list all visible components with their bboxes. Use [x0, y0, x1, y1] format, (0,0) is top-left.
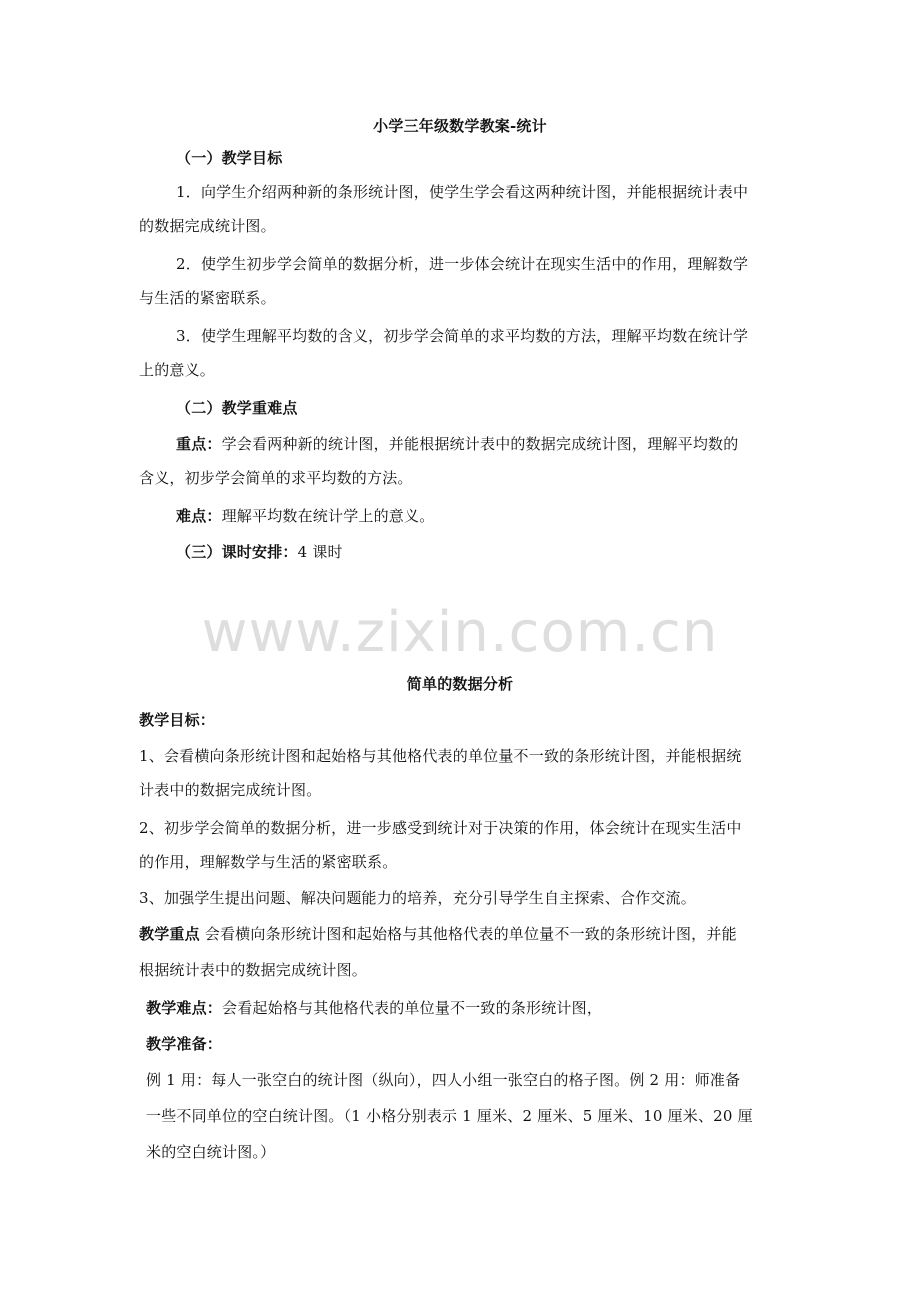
lesson-prep-line-2: 一些不同单位的空白统计图。（1 小格分别表示 1 厘米、2 厘米、5 厘米、10 厘米、20 厘	[146, 1107, 753, 1125]
lesson-prep-line-1: 例 1 用：每人一张空白的统计图（纵向），四人小组一张空白的格子图。例 2 用：师准备	[146, 1071, 741, 1089]
section-heading-key-points: （二）教学重难点	[176, 399, 298, 417]
lesson-goal-3: 3、加强学生提出问题、解决问题能力的培养，充分引导学生自主探索、合作交流。	[139, 889, 696, 907]
lesson-title: 简单的数据分析	[406, 675, 514, 693]
difficulty-label: 难点：	[176, 507, 222, 525]
lesson-goals-label: 教学目标：	[139, 711, 216, 729]
lesson-difficulty-text: 会看起始格与其他格代表的单位量不一致的条形统计图，	[222, 999, 603, 1017]
schedule-text: 4 课时	[297, 543, 343, 561]
key-point-line-2: 含义，初步学会简单的求平均数的方法。	[139, 469, 413, 487]
lesson-goal-1-line-2: 计表中的数据完成统计图。	[139, 781, 322, 799]
lesson-goal-2-line-2: 的作用，理解数学与生活的紧密联系。	[139, 853, 398, 871]
lesson-key-text: 会看横向条形统计图和起始格与其他格代表的单位量不一致的条形统计图，并能	[199, 925, 737, 943]
doc-title: 小学三年级数学教案-统计	[373, 117, 547, 135]
goal-3-line-1: 3．使学生理解平均数的含义，初步学会简单的求平均数的方法，理解平均数在统计学	[176, 327, 749, 345]
schedule-line	[176, 542, 343, 562]
lesson-prep-line-3: 米的空白统计图。）	[146, 1143, 276, 1161]
lesson-prep-label: 教学准备：	[146, 1035, 223, 1053]
lesson-key-label: 教学重点	[139, 925, 200, 943]
difficulty-line	[176, 506, 434, 526]
key-point-text: 学会看两种新的统计图，并能根据统计表中的数据完成统计图，理解平均数的	[221, 435, 739, 453]
key-point-label: 重点：	[176, 435, 222, 453]
section-heading-goals: （一）教学目标	[176, 149, 283, 167]
lesson-goal-2-line-1: 2、初步学会简单的数据分析，进一步感受到统计对于决策的作用，体会统计在现实生活中	[139, 819, 742, 837]
watermark: www.zixin.com.cn	[201, 600, 719, 665]
goal-1-line-2: 的数据完成统计图。	[139, 217, 276, 235]
key-point-line-1	[176, 434, 738, 454]
goal-3-line-2: 上的意义。	[139, 361, 216, 379]
lesson-difficulty-line	[146, 998, 602, 1018]
lesson-goal-1-line-1: 1、会看横向条形统计图和起始格与其他格代表的单位量不一致的条形统计图，并能根据统	[139, 747, 742, 765]
goal-2-line-1: 2．使学生初步学会简单的数据分析，进一步体会统计在现实生活中的作用，理解数学	[176, 255, 749, 273]
lesson-key-line-1	[139, 924, 737, 944]
lesson-key-line-2: 根据统计表中的数据完成统计图。	[139, 961, 368, 979]
goal-1-line-1: 1．向学生介绍两种新的条形统计图，使学生学会看这两种统计图，并能根据统计表中	[176, 183, 749, 201]
lesson-difficulty-label: 教学难点：	[146, 999, 223, 1017]
schedule-label: （三）课时安排：	[176, 543, 298, 561]
difficulty-text: 理解平均数在统计学上的意义。	[221, 507, 435, 525]
goal-2-line-2: 与生活的紧密联系。	[139, 289, 276, 307]
